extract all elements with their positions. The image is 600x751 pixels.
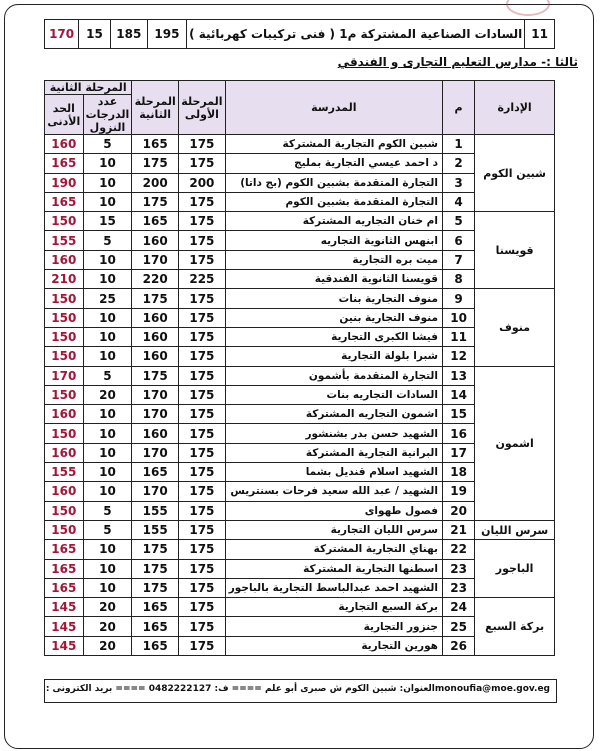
school-name: فصول طهواى: [225, 501, 442, 520]
minimum-score: 145: [45, 636, 84, 655]
admin-name: منوف: [475, 289, 555, 366]
school-name: التجارة المتقدمة بشبين الكوم (بج داتا): [225, 173, 442, 192]
minimum-score: 155: [45, 463, 84, 482]
row-number: 2: [442, 154, 474, 173]
school-name: شبرا بلولة التجارية: [225, 347, 442, 366]
reduction-value: 15: [83, 212, 132, 231]
table-row: [45, 212, 555, 231]
minimum-score: 165: [45, 192, 84, 211]
minimum-score: 150: [45, 501, 84, 520]
second-stage-score: 220: [132, 270, 179, 289]
minimum-score: 210: [45, 270, 84, 289]
first-stage-score: 175: [179, 308, 226, 327]
school-name: الشهيد حسن بدر بشنشور: [225, 424, 442, 443]
table-row: [45, 135, 555, 154]
minimum-score: 155: [45, 231, 84, 250]
school-name: التجارة المتقدمة بأشمون: [225, 366, 442, 385]
school-name: اسطنها التجارية المشتركة: [225, 559, 442, 578]
second-stage-score: 175: [132, 540, 179, 559]
first-stage-score: 175: [179, 250, 226, 269]
reduction-value: 5: [83, 520, 132, 539]
row-number: 16: [442, 424, 474, 443]
first-stage-score: 225: [179, 270, 226, 289]
admin-name: بركة السبع: [475, 598, 555, 656]
minimum-score: 145: [45, 617, 84, 636]
first-stage-score: 175: [179, 636, 226, 655]
second-stage-score: 175: [132, 289, 179, 308]
first-stage-score: 175: [179, 192, 226, 211]
first-stage-score: 175: [179, 366, 226, 385]
school-name: السادات الصناعية المشتركة م1 ( فنى تركيبات كهربائية ): [187, 20, 525, 49]
minimum-score: 165: [45, 540, 84, 559]
row-number: 17: [442, 443, 474, 462]
second-stage-score: 175: [132, 366, 179, 385]
reduction-value: 10: [83, 154, 132, 173]
minimum-score: 165: [45, 578, 84, 597]
school-name: جنزور التجارية: [225, 617, 442, 636]
minimum-score: 150: [45, 385, 84, 404]
first-stage-score: 175: [179, 501, 226, 520]
second-stage-score: 175: [132, 192, 179, 211]
row-number: 26: [442, 636, 474, 655]
school-name: ميت بره التجارية: [225, 250, 442, 269]
minimum-score: 150: [45, 308, 84, 327]
school-name: منوف التجارية بنين: [225, 308, 442, 327]
row-number: 14: [442, 385, 474, 404]
first-stage-score: 175: [179, 520, 226, 539]
school-name: ابنهس الثانوية التجاريه: [225, 231, 442, 250]
minimum-score: 150: [45, 289, 84, 308]
reduction-value: 10: [83, 250, 132, 269]
first-stage-score: 175: [179, 154, 226, 173]
reduction-value: 10: [83, 192, 132, 211]
school-name: هورين التجارية: [225, 636, 442, 655]
header-number: م: [442, 81, 474, 135]
admin-name: اشمون: [475, 366, 555, 520]
second-stage-score: 165: [132, 636, 179, 655]
reduction-value: 20: [83, 598, 132, 617]
first-stage-score: 175: [179, 327, 226, 346]
minimum-score: 165: [45, 154, 84, 173]
first-stage-score: 175: [179, 540, 226, 559]
first-stage-score: 200: [179, 173, 226, 192]
school-name: الشهيد / عبد الله سعيد فرحات بسنتريس: [225, 482, 442, 501]
reduction-value: 10: [83, 327, 132, 346]
header-first-stage: المرحلة الأولى: [179, 81, 226, 135]
minimum-score: 170: [45, 366, 84, 385]
header-school: المدرسة: [225, 81, 442, 135]
admin-name: شبين الكوم: [475, 135, 555, 212]
first-stage-score: 175: [179, 578, 226, 597]
row-number: 8: [442, 270, 474, 289]
school-name: الشهيد اسلام قنديل بشما: [225, 463, 442, 482]
row-number: 21: [442, 520, 474, 539]
school-name: التجارة المتقدمة بشبين الكوم: [225, 192, 442, 211]
school-name: د احمد عيسي التجارية بمليج: [225, 154, 442, 173]
school-name: بهناي التجارية المشتركة: [225, 540, 442, 559]
header-row: [45, 81, 555, 95]
table-body: [45, 135, 555, 656]
second-stage-score: 155: [132, 520, 179, 539]
reduction-value: 20: [83, 636, 132, 655]
second-stage-score: 160: [132, 327, 179, 346]
reduction-value: 10: [83, 578, 132, 597]
school-name: السادات التجاريه بنات: [225, 385, 442, 404]
admin-name: سرس الليان: [475, 520, 555, 539]
continuation-table: [44, 19, 555, 49]
school-name: اشمون التجاريه المشتركة: [225, 405, 442, 424]
reduction-value: 10: [83, 463, 132, 482]
row-number: 22: [442, 540, 474, 559]
header-minimum: الحد الأدنى: [45, 95, 84, 135]
minimum-score: 160: [45, 405, 84, 424]
minimum-score: 150: [45, 327, 84, 346]
second-stage-score: 170: [132, 385, 179, 404]
first-stage-score: 175: [179, 559, 226, 578]
row-number: 13: [442, 366, 474, 385]
row-number: 18: [442, 463, 474, 482]
row-number: 19: [442, 482, 474, 501]
reduction-value: 5: [83, 135, 132, 154]
row-number: 24: [442, 598, 474, 617]
first-stage-score: 175: [179, 289, 226, 308]
school-name: ام خنان التجاريه المشتركة: [225, 212, 442, 231]
second-stage-score: 170: [132, 405, 179, 424]
school-name: منوف التجارية بنات: [225, 289, 442, 308]
header-reduction: عدد الدرجات النزول: [83, 95, 132, 135]
first-stage-score: 175: [179, 424, 226, 443]
minimum-score: 150: [45, 520, 84, 539]
reduction-value: 5: [83, 501, 132, 520]
row-number: 10: [442, 308, 474, 327]
first-stage-score: 175: [179, 231, 226, 250]
first-stage-score: 175: [179, 617, 226, 636]
row-number: 15: [442, 405, 474, 424]
reduction-value: 10: [83, 347, 132, 366]
reduction-value: 25: [83, 289, 132, 308]
row-number: 1: [442, 135, 474, 154]
second-stage-score: 160: [132, 308, 179, 327]
first-stage-score: 175: [179, 135, 226, 154]
minimum-score: 160: [45, 135, 84, 154]
row-number: 6: [442, 231, 474, 250]
table-row: [45, 598, 555, 617]
school-name: فيشا الكبرى التجارية: [225, 327, 442, 346]
row-number: 9: [442, 289, 474, 308]
school-name: البرانية التجارية المشتركة: [225, 443, 442, 462]
second-stage-score: 160: [132, 231, 179, 250]
first-stage-score: 175: [179, 598, 226, 617]
second-stage-score: 160: [132, 424, 179, 443]
second-stage-score: 165: [132, 617, 179, 636]
minimum-score: 170: [45, 20, 79, 49]
second-stage-score: 165: [132, 463, 179, 482]
first-stage-score: 175: [179, 347, 226, 366]
school-name: الشهيد احمد عبدالباسط التجارية بالباجور: [225, 578, 442, 597]
reduction-value: 10: [83, 173, 132, 192]
reduction-value: 10: [83, 540, 132, 559]
header-second-stage-group: المرحلة الثانية: [45, 81, 132, 95]
admin-name: الباجور: [475, 540, 555, 598]
reduction-value: 10: [83, 405, 132, 424]
minimum-score: 160: [45, 482, 84, 501]
schools-table: [44, 80, 555, 656]
second-stage-score: 170: [132, 443, 179, 462]
school-name: سرس الليان التجارية: [225, 520, 442, 539]
second-stage-score: 165: [132, 212, 179, 231]
minimum-score: 160: [45, 443, 84, 462]
school-name: بركة السبع التجارية: [225, 598, 442, 617]
minimum-score: 145: [45, 598, 84, 617]
second-stage-score: 155: [132, 501, 179, 520]
first-stage-score: 175: [179, 443, 226, 462]
school-name: شبين الكوم التجارية المشتركة: [225, 135, 442, 154]
minimum-score: 165: [45, 559, 84, 578]
reduction-value: 20: [83, 385, 132, 404]
first-stage-score: 175: [179, 482, 226, 501]
second-stage-score: 170: [132, 250, 179, 269]
reduction-value: 10: [83, 424, 132, 443]
minimum-score: 150: [45, 424, 84, 443]
row-number: 11: [442, 327, 474, 346]
minimum-score: 150: [45, 347, 84, 366]
second-stage-score: 175: [132, 578, 179, 597]
second-stage-score: 175: [132, 154, 179, 173]
reduction-value: 20: [83, 617, 132, 636]
table-row: [45, 540, 555, 559]
minimum-score: 150: [45, 212, 84, 231]
second-stage-score: 165: [132, 598, 179, 617]
school-name: قويسنا الثانوية الفندقية: [225, 270, 442, 289]
first-stage-score: 195: [147, 20, 186, 49]
minimum-score: 190: [45, 173, 84, 192]
second-stage-score: 165: [132, 135, 179, 154]
second-stage-score: 175: [132, 559, 179, 578]
reduction-value: 10: [83, 559, 132, 578]
reduction-value: 5: [83, 231, 132, 250]
table-row: [45, 289, 555, 308]
section-title: ثالثا :- مدارس التعليم التجارى و الفندقي: [337, 55, 578, 69]
row-number: 3: [442, 173, 474, 192]
row-number: 5: [442, 212, 474, 231]
minimum-score: 160: [45, 250, 84, 269]
reduction-value: 10: [83, 443, 132, 462]
first-stage-score: 175: [179, 405, 226, 424]
row-number: 12: [442, 347, 474, 366]
row-number: 25: [442, 617, 474, 636]
table-row: [45, 366, 555, 385]
first-stage-score: 175: [179, 212, 226, 231]
table-row: [45, 520, 555, 539]
header-second-stage: المرحلة الثانية: [132, 81, 179, 135]
table-row: [45, 20, 555, 49]
first-stage-score: 175: [179, 385, 226, 404]
reduction-value: 10: [83, 308, 132, 327]
row-number: 23: [442, 559, 474, 578]
second-stage-score: 185: [110, 20, 147, 49]
row-number: 7: [442, 250, 474, 269]
header-admin: الإدارة: [475, 81, 555, 135]
row-number: 23: [442, 578, 474, 597]
footer-bar: [44, 679, 557, 703]
second-stage-score: 200: [132, 173, 179, 192]
footer-contact: monoufia@moe.gov.egالعنوان: شبين الكوم ش صبرى أبو علم ==== ف: 0482222127 ==== بريد الكترونى :: [45, 684, 550, 694]
row-number: 20: [442, 501, 474, 520]
row-number: 4: [442, 192, 474, 211]
reduction-value: 10: [83, 482, 132, 501]
second-stage-score: 160: [132, 347, 179, 366]
row-number: 11: [525, 20, 555, 49]
reduction-value: 15: [79, 20, 111, 49]
reduction-value: 5: [83, 366, 132, 385]
admin-name: قويسنا: [475, 212, 555, 289]
second-stage-score: 170: [132, 482, 179, 501]
first-stage-score: 175: [179, 463, 226, 482]
reduction-value: 10: [83, 270, 132, 289]
